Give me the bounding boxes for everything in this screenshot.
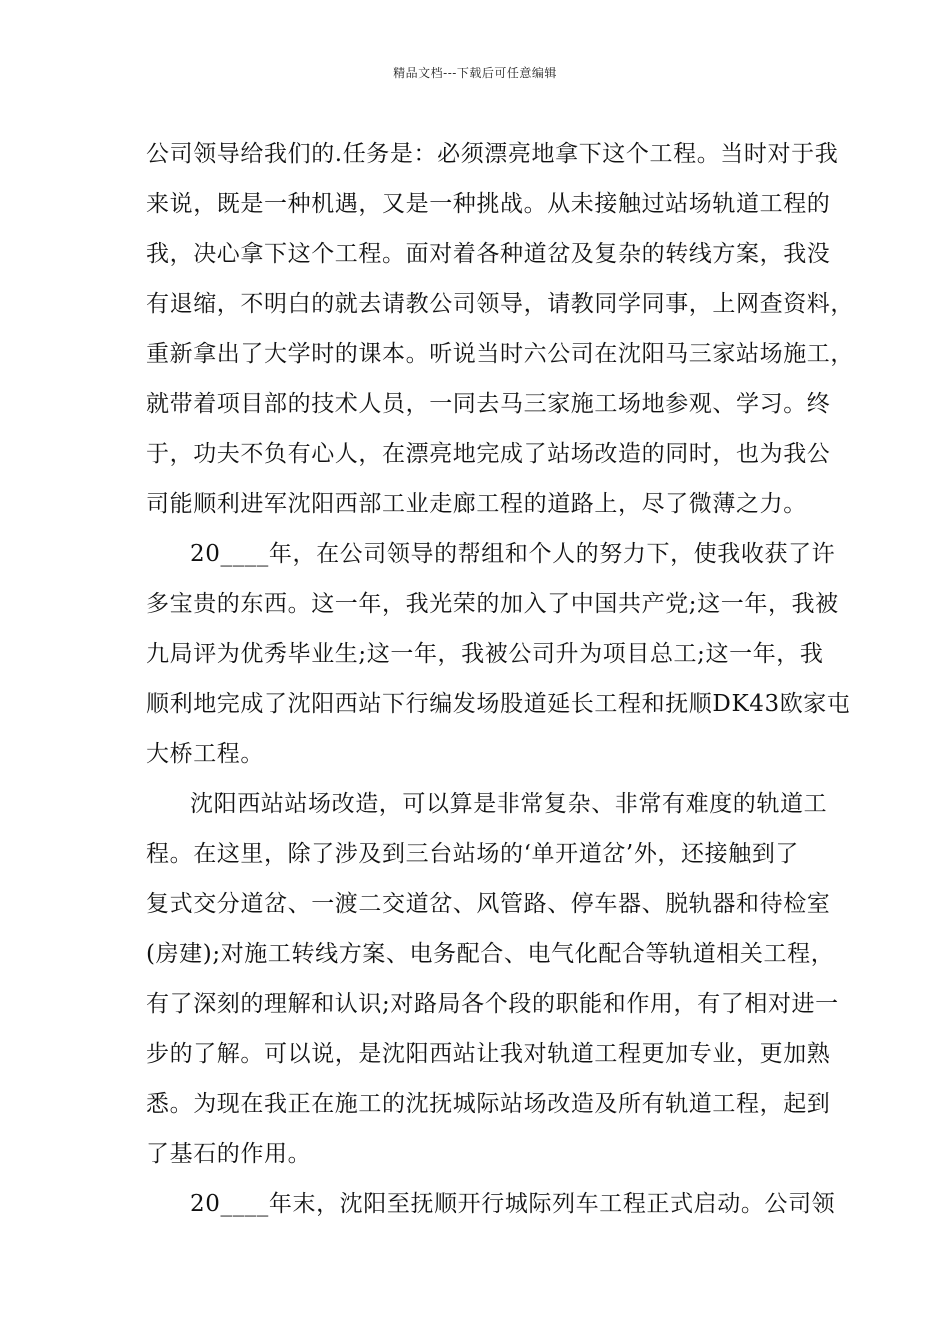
- text-line: 来说，既是一种机遇，又是一种挑战。从未接触过站场轨道工程的: [146, 191, 831, 217]
- text-line: 我，决心拿下这个工程。面对着各种道岔及复杂的转线方案，我没: [146, 241, 831, 267]
- text-line: 20____年末，沈阳至抚顺开行城际列车工程正式启动。公司领: [190, 1191, 836, 1217]
- text-line: 步的了解。可以说，是沈阳西站让我对轨道工程更加专业，更加熟: [146, 1041, 831, 1067]
- text-line: 公司领导给我们的.任务是：必须漂亮地拿下这个工程。当时对于我: [146, 141, 839, 167]
- text-line: 20____年，在公司领导的帮组和个人的努力下，使我收获了许: [190, 541, 836, 567]
- text-line: 于，功夫不负有心人，在漂亮地完成了站场改造的同时，也为我公: [146, 441, 831, 467]
- text-line: 司能顺利进军沈阳西部工业走廊工程的道路上，尽了微薄之力。: [146, 491, 807, 517]
- paragraph-2: [146, 529, 851, 779]
- text-line: 重新拿出了大学时的课本。听说当时六公司在沈阳马三家站场施工，: [146, 341, 854, 367]
- text-line: 大桥工程。: [146, 741, 264, 767]
- page-header: 精品文档---下载后可任意编辑: [393, 66, 557, 80]
- text-line: 有退缩，不明白的就去请教公司领导，请教同学同事，上网查资料，: [146, 291, 854, 317]
- text-line: 沈阳西站站场改造，可以算是非常复杂、非常有难度的轨道工: [190, 791, 828, 817]
- text-line: 了基石的作用。: [146, 1141, 312, 1167]
- text-line: 悉。为现在我正在施工的沈抚城际站场改造及所有轨道工程，起到: [146, 1091, 831, 1117]
- text-line: 多宝贵的东西。这一年，我光荣的加入了中国共产党;这一年，我被: [146, 591, 839, 617]
- text-line: 有了深刻的理解和认识;对路局各个段的职能和作用，有了相对进一: [146, 991, 839, 1017]
- text-line: 复式交分道岔、一渡二交道岔、风管路、停车器、脱轨器和待检室: [146, 891, 831, 917]
- paragraph-3: [146, 779, 839, 1179]
- text-line: 九局评为优秀毕业生;这一年，我被公司升为项目总工;这一年，我: [146, 641, 824, 667]
- document-body: [146, 129, 854, 1229]
- text-line: (房建);对施工转线方案、电务配合、电气化配合等轨道相关工程，: [146, 941, 835, 967]
- text-line: 顺利地完成了沈阳西站下行编发场股道延长工程和抚顺DK43欧家屯: [146, 691, 851, 717]
- text-line: 程。在这里，除了涉及到三台站场的‘单开道岔’外，还接触到了: [146, 841, 800, 867]
- text-line: 就带着项目部的技术人员，一同去马三家施工场地参观、学习。终: [146, 391, 831, 417]
- paragraph-1: [146, 129, 854, 529]
- paragraph-4: [146, 1179, 836, 1229]
